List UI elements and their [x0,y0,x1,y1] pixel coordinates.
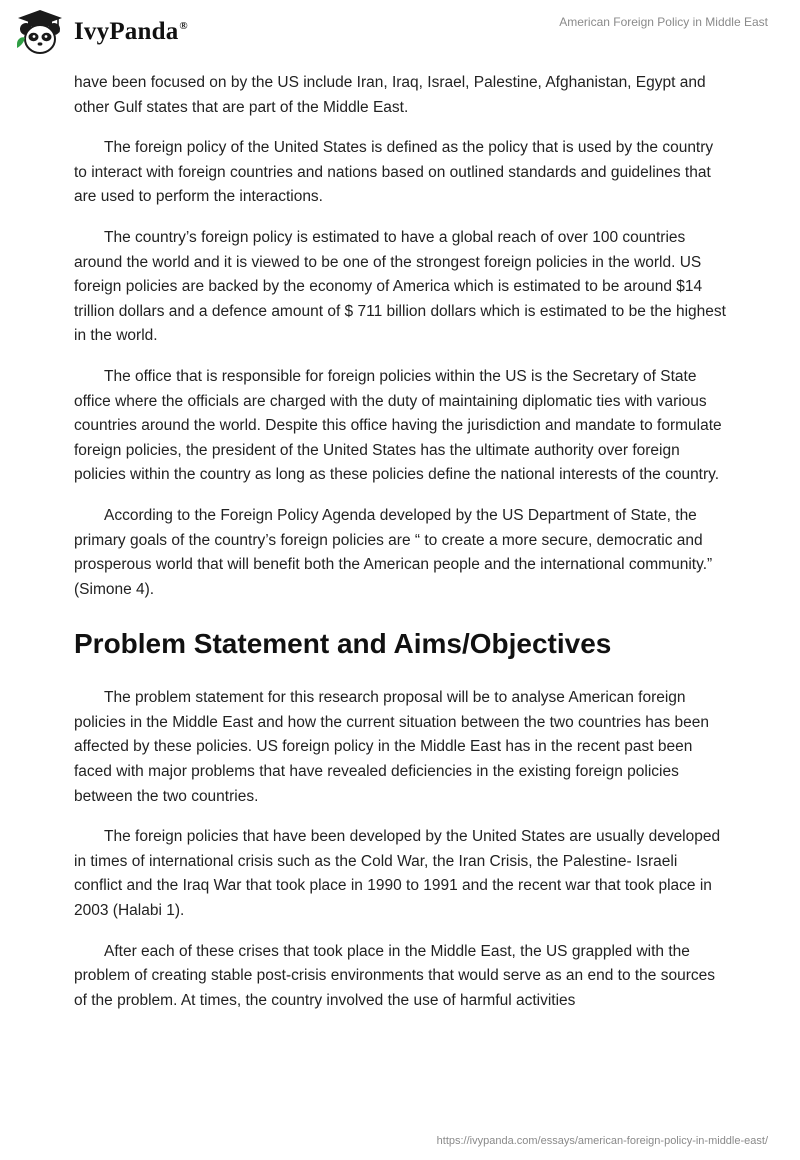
page-header [0,0,800,70]
paragraph: According to the Foreign Policy Agenda developed by the US Department of State, the primary goals of the country’s foreign policies are “ to create a more secure, democratic and prosperous world that will benefit both the American people and the international community.” (Simone 4). [74,506,713,598]
paragraph: The office that is responsible for foreign policies within the US is the Secretary of State office where the officials are charged with the duty of maintaining diplomatic ties with various countries around the world. Despite this office having the jurisdiction and mandate to formulate foreign policies, the president of the United States has the ultimate authority over foreign policies within the country as long as these policies define the national interests of the country. [74,367,722,484]
section-heading: Problem Statement and Aims/Objectives [74,628,612,660]
brand-name: IvyPanda® [74,18,188,45]
paragraph: After each of these crises that took place in the Middle East, the US grappled with the problem of creating stable post-crisis environments that would serve as an end to the sources of the problem. At times, the country involved the use of harmful activities [74,942,715,1009]
paragraph: The foreign policy of the United States is defined as the policy that is used by the country to interact with foreign countries and nations based on outlined standards and guidelines that are used to perform the interactions. [74,139,714,206]
paragraph: have been focused on by the US include Iran, Iraq, Israel, Palestine, Afghanistan, Egypt and other Gulf states that are part of the Middle East. [74,74,706,116]
ivypanda-logo[interactable] [14,8,188,56]
source-url[interactable]: https://ivypanda.com/essays/american-foreign-policy-in-middle-east/ [436,1135,768,1147]
essay-body [74,71,726,1029]
document-title: American Foreign Policy in Middle East [559,15,768,29]
paragraph: The foreign policies that have been developed by the United States are usually developed in times of international crisis such as the Cold War, the Iran Crisis, the Palestine- Israeli conflict and the Iraq War that took place in 1990 to 1991 and the recent war that took place in 2003 (Halabi 1). [74,828,721,920]
registered-mark: ® [179,20,188,32]
paragraph: The country’s foreign policy is estimated to have a global reach of over 100 countries around the world and it is viewed to be one of the strongest foreign policies in the world. US foreign policies are backed by the economy of America which is estimated to be around $14 trillion dollars and a defence amount of $ 711 billion dollars which is estimated to be the highest in the world. [74,228,726,345]
paragraph: The problem statement for this research proposal will be to analyse American foreign policies in the Middle East and how the current situation between the two countries has been affected by these policies. US foreign policy in the Middle East has in the recent past been faced with major problems that have revealed deficiencies in the existing foreign policies between the two countries. [74,689,710,805]
panda-graduate-icon [14,8,66,56]
